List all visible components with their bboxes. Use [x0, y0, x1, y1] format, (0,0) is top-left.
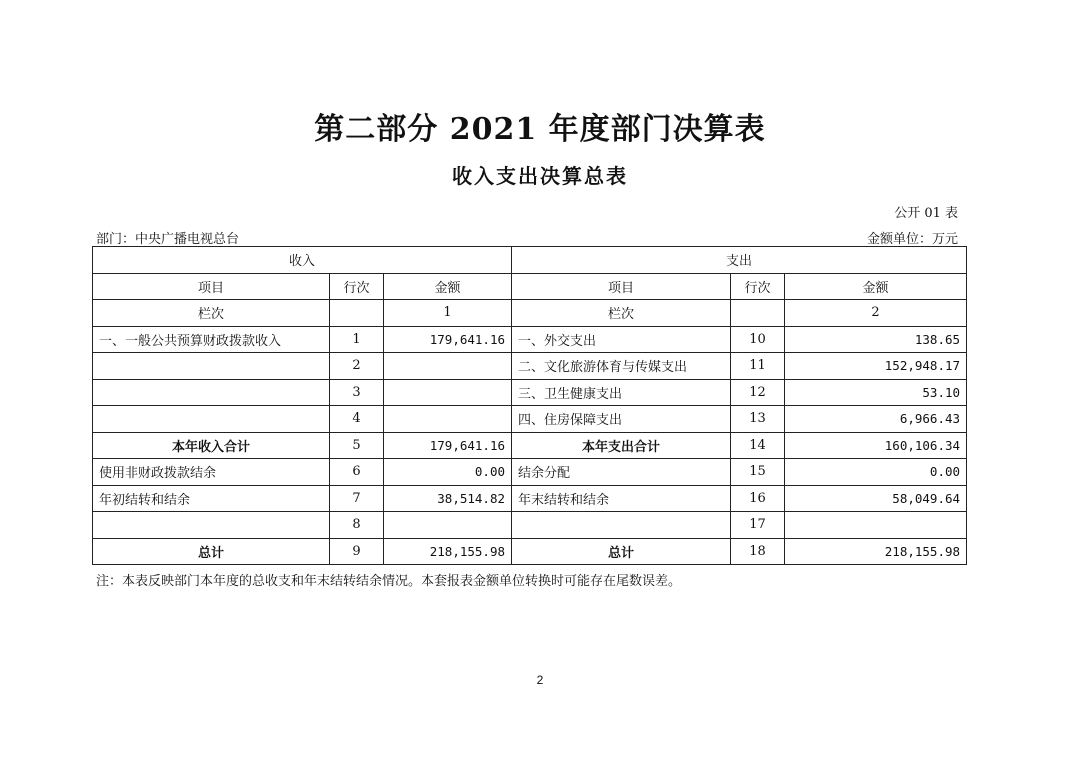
expense-total-amount: 218,155.98	[785, 538, 967, 565]
income-row-number: 4	[330, 406, 384, 433]
table-row	[93, 406, 967, 433]
total-row	[93, 538, 967, 565]
expense-item-header: 项目	[512, 273, 731, 300]
group-header-row	[93, 247, 967, 274]
expense-amount: 58,049.64	[785, 485, 967, 512]
expense-row-number: 15	[731, 459, 785, 486]
expense-group-header: 支出	[512, 247, 967, 274]
expense-amount: 53.10	[785, 379, 967, 406]
expense-row-number: 10	[731, 326, 785, 353]
income-row-header: 行次	[330, 273, 384, 300]
table-subtitle: 收入支出决算总表	[452, 164, 628, 188]
expense-amount	[785, 512, 967, 539]
income-amount-header: 金额	[384, 273, 512, 300]
table-row	[93, 379, 967, 406]
income-column-index-value: 1	[384, 300, 512, 327]
income-subtotal-amount: 179,641.16	[384, 432, 512, 459]
expense-amount: 152,948.17	[785, 353, 967, 380]
expense-item: 一、外交支出	[512, 326, 731, 353]
expense-row-number: 17	[731, 512, 785, 539]
income-item	[93, 512, 330, 539]
income-item	[93, 406, 330, 433]
table-row	[93, 512, 967, 539]
expense-amount: 0.00	[785, 459, 967, 486]
expense-subtotal-amount: 160,106.34	[785, 432, 967, 459]
expense-subtotal-label: 本年支出合计	[512, 432, 731, 459]
income-row-number: 8	[330, 512, 384, 539]
table-row	[93, 326, 967, 353]
income-total-amount: 218,155.98	[384, 538, 512, 565]
expense-row-number: 13	[731, 406, 785, 433]
income-total-label: 总计	[93, 538, 330, 565]
income-row-number: 9	[330, 538, 384, 565]
income-amount: 179,641.16	[384, 326, 512, 353]
expense-total-label: 总计	[512, 538, 731, 565]
document-title: 第二部分 2021 年度部门决算表	[314, 112, 766, 147]
table-row	[93, 353, 967, 380]
table-note: 注：本表反映部门本年度的总收支和年末结转结余情况。本套报表金额单位转换时可能存在尾数误差。	[96, 574, 682, 589]
expense-column-index-label: 栏次	[512, 300, 731, 327]
table-row	[93, 485, 967, 512]
expense-row-number: 12	[731, 379, 785, 406]
income-column-index-blank	[330, 300, 384, 327]
expense-item	[512, 512, 731, 539]
income-amount	[384, 406, 512, 433]
income-row-number: 1	[330, 326, 384, 353]
expense-row-number: 14	[731, 432, 785, 459]
expense-row-number: 11	[731, 353, 785, 380]
expense-amount: 6,966.43	[785, 406, 967, 433]
income-row-number: 2	[330, 353, 384, 380]
income-row-number: 3	[330, 379, 384, 406]
income-amount	[384, 512, 512, 539]
income-row-number: 6	[330, 459, 384, 486]
expense-column-index-value: 2	[785, 300, 967, 327]
income-expense-table	[92, 246, 967, 565]
income-amount	[384, 379, 512, 406]
income-row-number: 5	[330, 432, 384, 459]
department-label: 部门：中央广播电视总台	[96, 232, 240, 247]
income-item: 使用非财政拨款结余	[93, 459, 330, 486]
subtotal-row	[93, 432, 967, 459]
unit-label: 金额单位：万元	[866, 232, 958, 247]
expense-item: 二、文化旅游体育与传媒支出	[512, 353, 731, 380]
income-column-index-label: 栏次	[93, 300, 330, 327]
column-header-row	[93, 273, 967, 300]
income-item: 年初结转和结余	[93, 485, 330, 512]
table-row	[93, 459, 967, 486]
expense-amount: 138.65	[785, 326, 967, 353]
income-amount	[384, 353, 512, 380]
expense-row-header: 行次	[731, 273, 785, 300]
income-row-number: 7	[330, 485, 384, 512]
page-number: 2	[536, 673, 544, 687]
income-amount: 0.00	[384, 459, 512, 486]
income-item-header: 项目	[93, 273, 330, 300]
expense-item: 结余分配	[512, 459, 731, 486]
form-number: 公开 01 表	[894, 206, 958, 221]
expense-row-number: 18	[731, 538, 785, 565]
expense-column-index-blank	[731, 300, 785, 327]
expense-item: 年末结转和结余	[512, 485, 731, 512]
income-item	[93, 353, 330, 380]
column-index-row	[93, 300, 967, 327]
expense-amount-header: 金额	[785, 273, 967, 300]
income-item	[93, 379, 330, 406]
income-amount: 38,514.82	[384, 485, 512, 512]
income-subtotal-label: 本年收入合计	[93, 432, 330, 459]
expense-item: 四、住房保障支出	[512, 406, 731, 433]
expense-item: 三、卫生健康支出	[512, 379, 731, 406]
income-group-header: 收入	[93, 247, 512, 274]
expense-row-number: 16	[731, 485, 785, 512]
income-item: 一、一般公共预算财政拨款收入	[93, 326, 330, 353]
